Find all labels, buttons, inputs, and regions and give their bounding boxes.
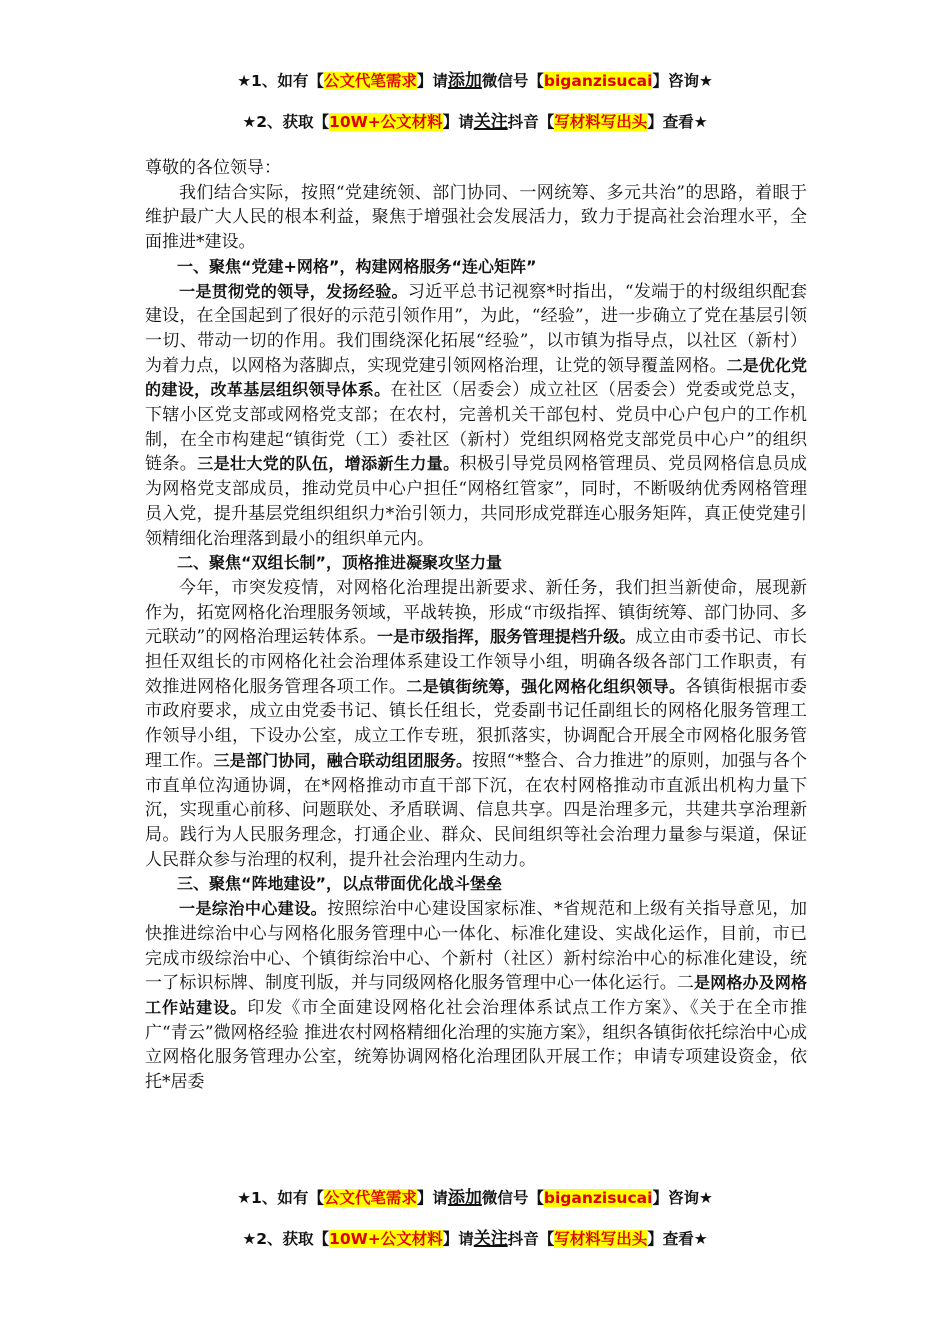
- salutation: 尊敬的各位领导：: [145, 158, 281, 178]
- highlight-wechat-id: biganzisucai: [543, 1189, 653, 1207]
- promo-banner-bottom-1: ★1、如有【公文代笔需求】请添加微信号【biganzisucai】咨询★: [237, 1188, 713, 1208]
- highlight-douyin-account: 写材料写出头: [554, 113, 648, 131]
- section-3-paragraph: 一是综治中心建设。按照综治中心建设国家标准、*省规范和上级有关指导意见，加快推进综治中心与网格化服务管理中心一体化、标准化建设、实战化运作，目前，市已完成市级综治中心、个镇街综治中心、个新村（社区）新村综治中心的标准化建设，统一了标识标牌、制度刊版，并与同级网格化服务管理中心一体化运行。二是网格办及网格工作站建设。印发《市全面建设网格化社会治理体系试点工作方案》、《关于在全市推广“青云”微网格经验 推进农村网格精细化治理的实施方案》，组织各镇街依托综治中心成立网格化服务管理办公室，统筹协调网格化治理团队开展工作；申请专项建设资金，依托*居委: [145, 899, 807, 1093]
- promo-banner-top-1: ★1、如有【公文代笔需求】请添加微信号【biganzisucai】咨询★: [237, 71, 713, 91]
- promo-banner-bottom-2: ★2、获取【10W+公文材料】请关注抖音【写材料写出头】查看★: [242, 1229, 708, 1249]
- highlight-douyin-account: 写材料写出头: [554, 1230, 648, 1248]
- highlight-service: 公文代笔需求: [323, 72, 417, 90]
- section-2-paragraph: 今年，市突发疫情，对网格化治理提出新要求、新任务，我们担当新使命，展现新作为，拓宽网格化治理服务领域，平战转换，形成“市级指挥、镇街统筹、部门协同、多元联动”的网格治理运转体系。一是市级指挥，服务管理提档升级。成立由市委书记、市长担任双组长的市网格化社会治理体系建设工作领导小组，明确各级各部门工作职责，有效推进网格化服务管理各项工作。二是镇街统筹，强化网格化组织领导。各镇街根据市委市政府要求，成立由党委书记、镇长任组长，党委副书记任副组长的网格化服务管理工作领导小组，下设办公室，成立工作专班，狠抓落实，协调配合开展全市网格化服务管理工作。三是部门协同，融合联动组团服务。按照“*整合、合力推进”的原则，加强与各个市直单位沟通协调，在*网格推动市直干部下沉，在农村网格推动市直派出机构力量下沉，实现重心前移、问题联处、矛盾联调、信息共享。四是治理多元，共建共享治理新局。践行为人民服务理念，打通企业、群众、民间组织等社会治理力量参与渠道，保证人民群众参与治理的权利，提升社会治理内生动力。: [145, 577, 807, 870]
- section-1-paragraph: 一是贯彻党的领导，发扬经验。习近平总书记视察*时指出，“发端于的村级组织配套建设，在全国起到了很好的示范引领作用”，为此，“经验”，进一步确立了党在基层引领一切、带动一切的作用。我们围绕深化拓展“经验”，以市镇为指导点，以社区（新村）为着力点，以网格为落脚点，实现党建引领网格治理，让党的领导覆盖网格。二是优化党的建设，改革基层组织领导体系。在社区（居委会）成立社区（居委会）党委或党总支，下辖小区党支部或网格党支部；在农村，完善机关干部包村、党员中心户包户的工作机制，在全市构建起“镇街党（工）委社区（新村）党组织网格党支部党员中心户”的组织链条。三是壮大党的队伍，增添新生力量。积极引导党员网格管理员、党员网格信息员成为网格党支部成员，推动党员中心户担任“网格红管家”，同时，不断吸纳优秀网格管理员入党，提升基层党组织组织力*治引领力，共同形成党群连心服务矩阵，真正使党建引领精细化治理落到最小的组织单元内。: [145, 281, 807, 549]
- highlight-materials: 10W+公文材料: [329, 113, 443, 131]
- highlight-service: 公文代笔需求: [323, 1189, 417, 1207]
- section-1-heading: 一、聚焦“党建+网格”，构建网格服务“连心矩阵”: [177, 256, 537, 276]
- highlight-wechat-id: biganzisucai: [543, 72, 653, 90]
- section-2-heading: 二、聚焦“双组长制”，顶格推进凝聚攻坚力量: [177, 553, 503, 573]
- promo-banner-top-2: ★2、获取【10W+公文材料】请关注抖音【写材料写出头】查看★: [242, 112, 708, 132]
- section-3-heading: 三、聚焦“阵地建设”，以点带面优化战斗堡垒: [177, 874, 503, 894]
- highlight-materials: 10W+公文材料: [329, 1230, 443, 1248]
- intro-paragraph: 我们结合实际，按照“党建统领、部门协同、一网统筹、多元共治”的思路，着眼于维护最广大人民的根本利益，聚焦于增强社会发展活力，致力于提高社会治理水平，全面推进*建设。: [145, 182, 807, 253]
- document-body: [145, 156, 807, 1176]
